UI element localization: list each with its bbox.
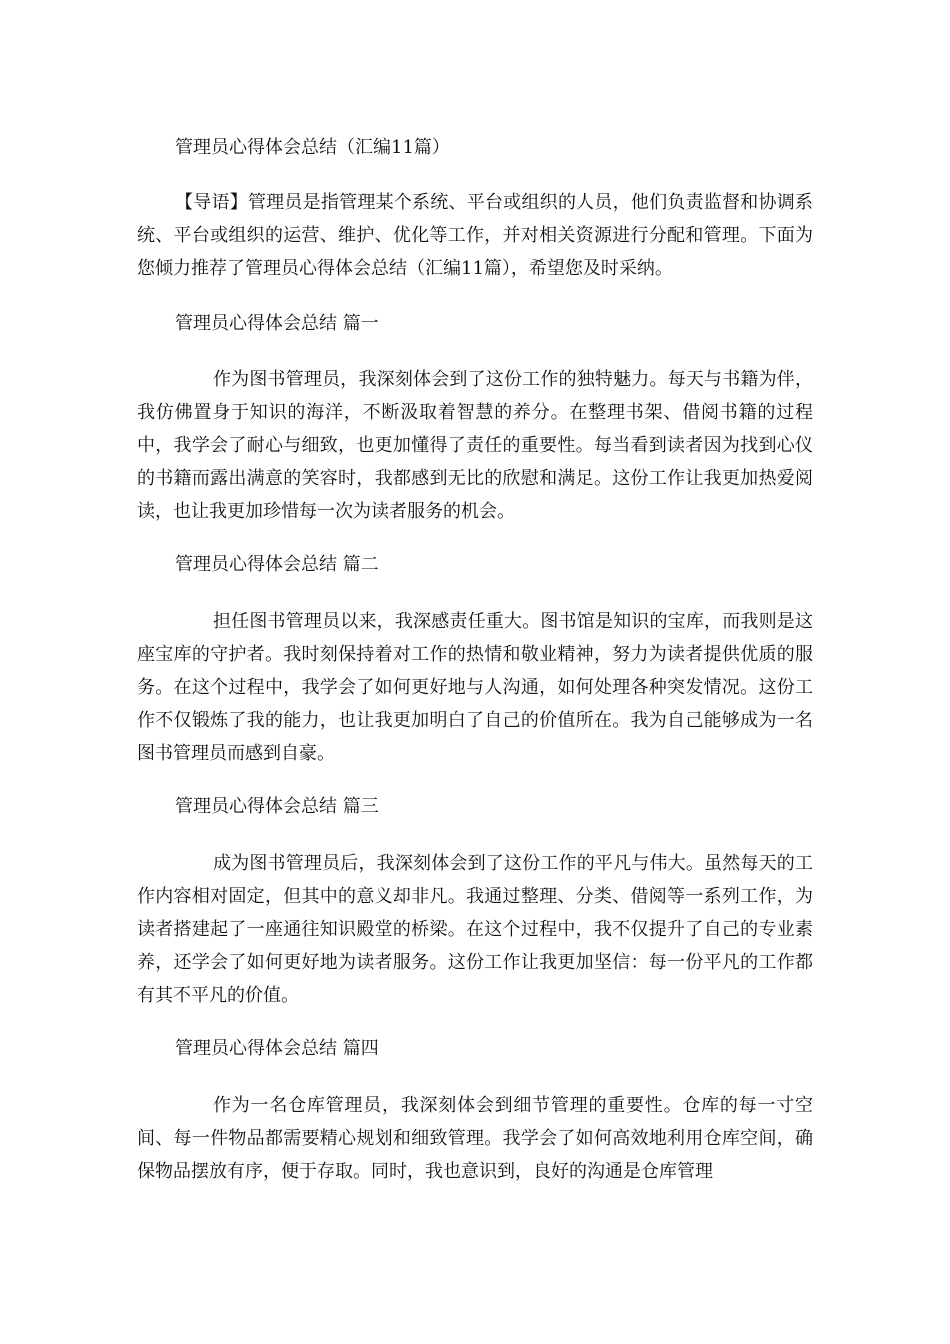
section-body-2: 担任图书管理员以来，我深感责任重大。图书馆是知识的宝库，而我则是这座宝库的守护者。我时刻保持着对工作的热情和敬业精神，努力为读者提供优质的服务。在这个过程中，我学会了如何更好地与人沟通，如何处理各种突发情况。这份工作不仅锻炼了我的能力，也让我更加明白了自己的价值所在。我为自己能够成为一名图书管理员而感到自豪。 [137,611,813,764]
section-heading-4: 管理员心得体会总结 篇四 [175,1038,379,1059]
intro-paragraph: 【导语】管理员是指管理某个系统、平台或组织的人员，他们负责监督和协调系统、平台或组织的运营、维护、优化等工作，并对相关资源进行分配和管理。下面为您倾力推荐了管理员心得体会总结（汇编11篇），希望您及时采纳。 [137,192,813,279]
section-heading-3: 管理员心得体会总结 篇三 [175,796,379,817]
section-heading-2: 管理员心得体会总结 篇二 [175,554,379,575]
document-title: 管理员心得体会总结（汇编11篇） [175,137,450,158]
section-body-3: 成为图书管理员后，我深刻体会到了这份工作的平凡与伟大。虽然每天的工作内容相对固定，但其中的意义却非凡。我通过整理、分类、借阅等一系列工作，为读者搭建起了一座通往知识殿堂的桥梁。在这个过程中，我不仅提升了自己的专业素养，还学会了如何更好地为读者服务。这份工作让我更加坚信：每一份平凡的工作都有其不平凡的价值。 [137,853,813,1006]
section-body-4: 作为一名仓库管理员，我深刻体会到细节管理的重要性。仓库的每一寸空间、每一件物品都需要精心规划和细致管理。我学会了如何高效地利用仓库空间，确保物品摆放有序，便于存取。同时，我也意识到，良好的沟通是仓库管理 [137,1095,813,1182]
section-heading-1: 管理员心得体会总结 篇一 [175,313,379,334]
section-body-1: 作为图书管理员，我深刻体会到了这份工作的独特魅力。每天与书籍为伴，我仿佛置身于知识的海洋，不断汲取着智慧的养分。在整理书架、借阅书籍的过程中，我学会了耐心与细致，也更加懂得了责任的重要性。每当看到读者因为找到心仪的书籍而露出满意的笑容时，我都感到无比的欣慰和满足。这份工作让我更加热爱阅读，也让我更加珍惜每一次为读者服务的机会。 [137,369,813,522]
